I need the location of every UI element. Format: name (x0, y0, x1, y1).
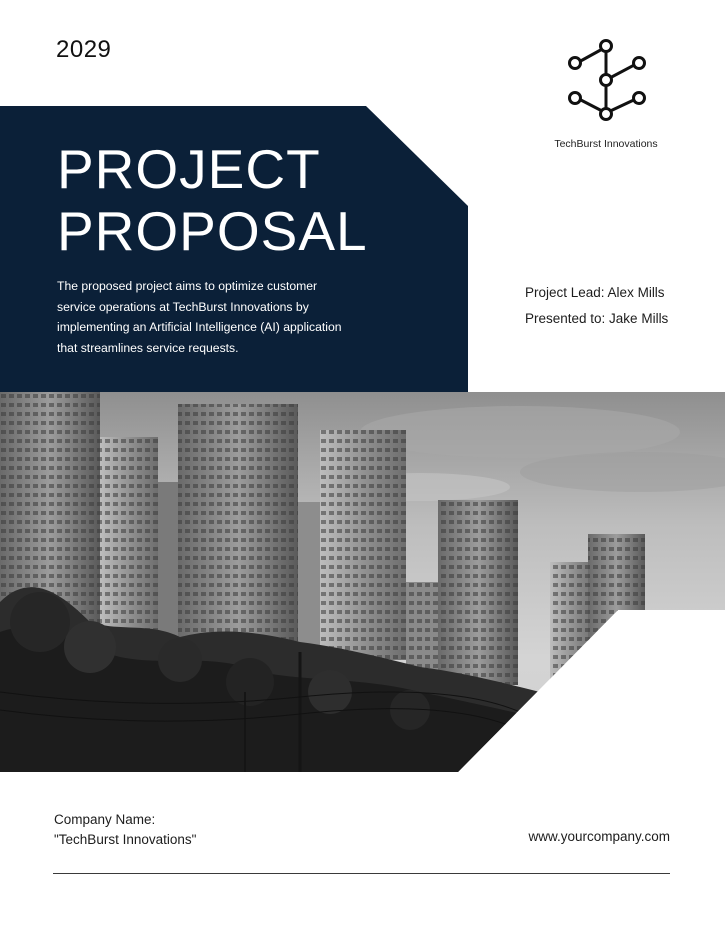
network-tree-icon (562, 36, 654, 124)
title-line-2: PROPOSAL (57, 200, 368, 262)
project-lead: Project Lead: Alex Mills (525, 285, 665, 300)
city-skyline-photo (0, 392, 725, 772)
footer-divider (53, 873, 670, 874)
project-people (525, 280, 668, 332)
title-line-1: PROJECT (57, 138, 321, 200)
presented-to: Presented to: Jake Mills (525, 311, 669, 326)
website-link[interactable]: www.yourcompany.com (528, 829, 670, 844)
brand-name: TechBurst Innovations (554, 138, 658, 150)
project-summary: The proposed project aims to optimize customer service operations at TechBurst Innovations by implementing an Artificial Intelligence (AI) application that streamlines service requests. (57, 279, 342, 355)
page-title (57, 138, 368, 262)
company-block (54, 810, 196, 850)
company-name: "TechBurst Innovations" (54, 832, 197, 847)
year-label: 2029 (56, 36, 112, 63)
company-label: Company Name: (54, 812, 156, 827)
